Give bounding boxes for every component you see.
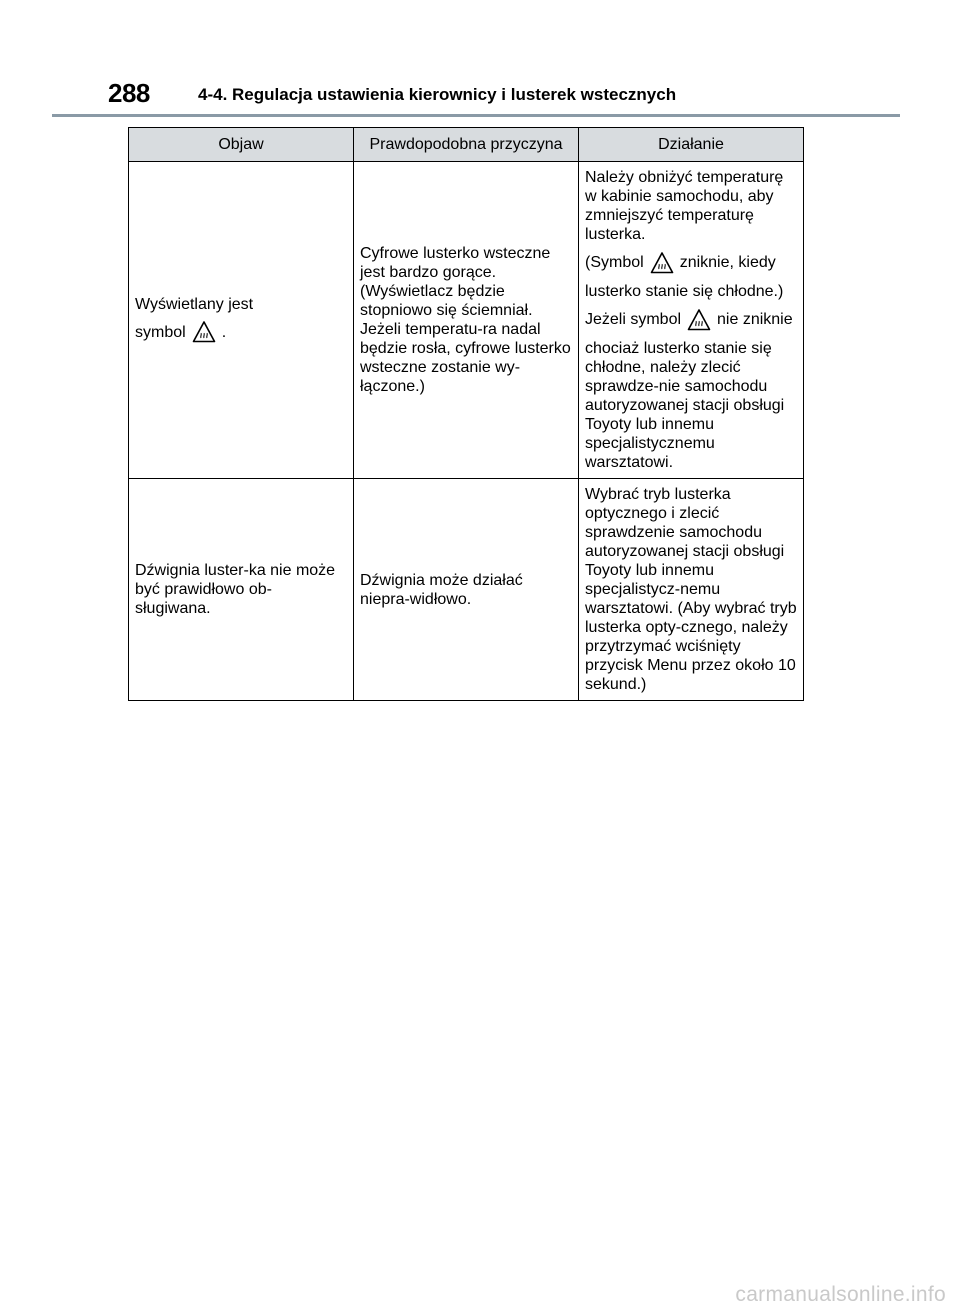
header-divider xyxy=(52,114,900,117)
table-row xyxy=(129,162,804,479)
action-not-disappear-text: nie zniknie xyxy=(717,311,793,328)
action-cell: Wybrać tryb lusterka optycznego i zlecić sprawdzenie samochodu autoryzowanej stacji obsługi Toyoty lub innemu specjalistycz-nemu warsztatowi. (Aby wybrać tryb lusterka opty-cznego, należy przytrzymać wciśnięty przycisk Menu przez około 10 sekund.) xyxy=(579,479,804,701)
symptom-text-line2 xyxy=(135,320,347,346)
column-header-symptom: Objaw xyxy=(129,128,354,162)
watermark: carmanualsonline.info xyxy=(735,1283,946,1306)
column-header-action: Działanie xyxy=(579,128,804,162)
mirror-heat-warning-icon xyxy=(687,308,711,332)
table-row xyxy=(129,479,804,701)
cause-cell: Cyfrowe lusterko wsteczne jest bardzo gorące. (Wyświetlacz będzie stopniowo się ściemniał. Jeżeli temperatu-ra nadal będzie rosła, cyfrowe lusterko wsteczne zostanie wy-łączone.) xyxy=(354,162,579,479)
section-title: 4-4. Regulacja ustawienia kierownicy i lusterek wstecznych xyxy=(198,85,677,104)
action-paragraph-5: chociaż lusterko stanie się chłodne, należy zlecić sprawdze-nie samochodu autoryzowanej stacji obsługi Toyoty lub innemu specjalistycznemu warsztatowi. xyxy=(585,340,785,471)
action-symbol-text: (Symbol xyxy=(585,254,644,271)
symptom-period: . xyxy=(221,323,227,341)
symptom-cell: Dźwignia luster-ka nie może być prawidłowo ob-sługiwana. xyxy=(129,479,354,701)
action-paragraph-2 xyxy=(585,250,797,276)
symptom-symbol-label: symbol xyxy=(135,323,186,341)
action-paragraph-1: Należy obniżyć temperaturę w kabinie samochodu, aby zmniejszyć temperaturę lusterka. xyxy=(585,169,784,243)
mirror-heat-warning-icon xyxy=(192,320,216,344)
action-disappears-text: zniknie, kiedy xyxy=(679,254,776,271)
column-header-cause: Prawdopodobna przyczyna xyxy=(354,128,579,162)
symptom-text-line1: Wyświetlany jest xyxy=(135,295,254,313)
table-header-row xyxy=(129,128,804,162)
cause-cell: Dźwignia może działać niepra-widłowo. xyxy=(354,479,579,701)
action-cell xyxy=(579,162,804,479)
action-if-symbol-text: Jeżeli symbol xyxy=(585,311,682,328)
troubleshooting-table xyxy=(128,127,804,701)
action-paragraph-4 xyxy=(585,307,797,333)
page-number: 288 xyxy=(108,78,150,108)
page-header xyxy=(52,78,900,116)
symptom-cell xyxy=(129,162,354,479)
mirror-heat-warning-icon xyxy=(650,251,674,275)
action-paragraph-3: lusterko stanie się chłodne.) xyxy=(585,283,784,300)
